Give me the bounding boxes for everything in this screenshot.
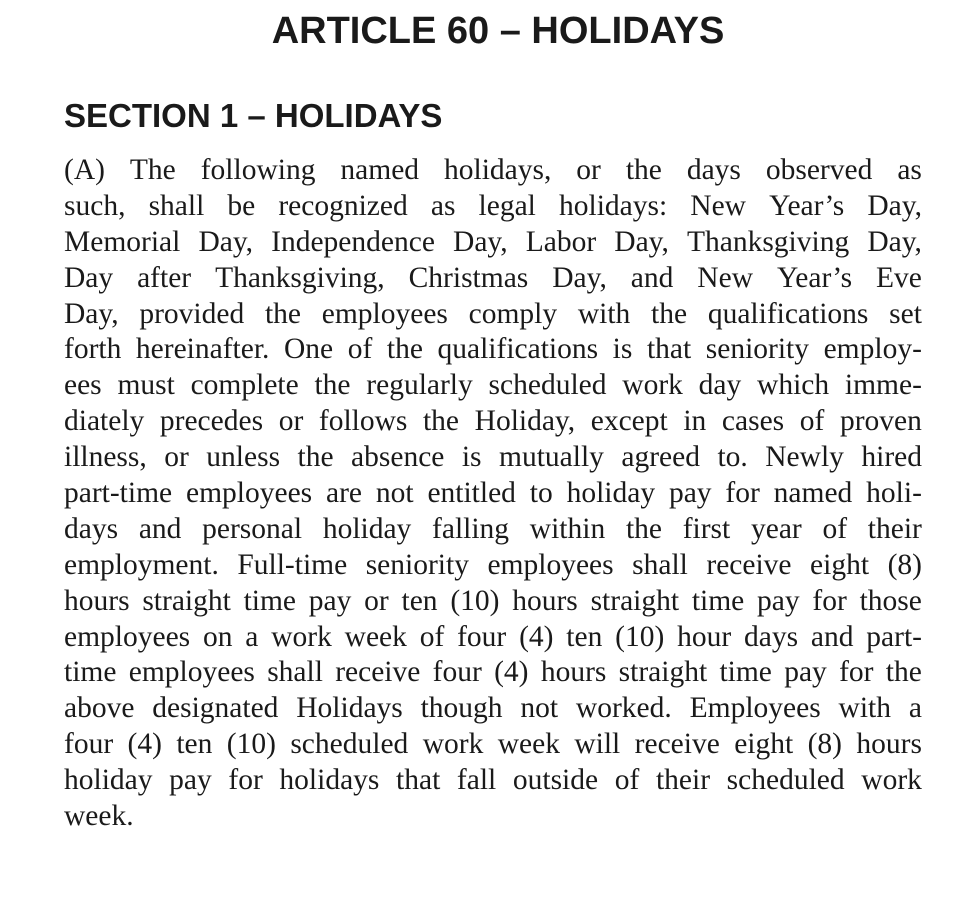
paragraph-line: above designated Holidays though not worked. Employees with a: [64, 692, 922, 725]
paragraph-line: such, shall be recognized as legal holidays: New Year’s Day,: [64, 189, 922, 222]
paragraph-line: illness, or unless the absence is mutually agreed to. Newly hired: [64, 441, 922, 474]
paragraph-line: week.: [64, 800, 134, 833]
paragraph-line: diately precedes or follows the Holiday, except in cases of proven: [64, 405, 922, 438]
paragraph-line: four (4) ten (10) scheduled work week will receive eight (8) hours: [64, 728, 922, 761]
paragraph-line: Day, provided the employees comply with the qualifications set: [64, 297, 922, 330]
paragraph-line: time employees shall receive four (4) hours straight time pay for the: [64, 656, 922, 689]
paragraph-line: employees on a work week of four (4) ten (10) hour days and part-: [64, 620, 922, 653]
paragraph-line: forth hereinafter. One of the qualifications is that seniority employ-: [64, 333, 922, 366]
paragraph-line: Memorial Day, Independence Day, Labor Day, Thanksgiving Day,: [64, 225, 922, 258]
paragraph-line: hours straight time pay or ten (10) hours straight time pay for those: [64, 584, 922, 617]
paragraph-line: Day after Thanksgiving, Christmas Day, and New Year’s Eve: [64, 261, 922, 294]
paragraph-line: ees must complete the regularly scheduled work day which imme-: [64, 369, 922, 402]
section-title: SECTION 1 – HOLIDAYS: [64, 97, 443, 134]
article-title: ARTICLE 60 – HOLIDAYS: [271, 10, 725, 52]
paragraph-line: employment. Full-time seniority employees shall receive eight (8): [64, 548, 922, 581]
section-paragraph: [64, 153, 922, 835]
paragraph-line: holiday pay for holidays that fall outside of their scheduled work: [64, 764, 922, 797]
paragraph-line: days and personal holiday falling within the first year of their: [64, 512, 922, 545]
paragraph-line: part-time employees are not entitled to holiday pay for named holi-: [64, 477, 922, 510]
paragraph-line: (A) The following named holidays, or the days observed as: [64, 154, 922, 186]
